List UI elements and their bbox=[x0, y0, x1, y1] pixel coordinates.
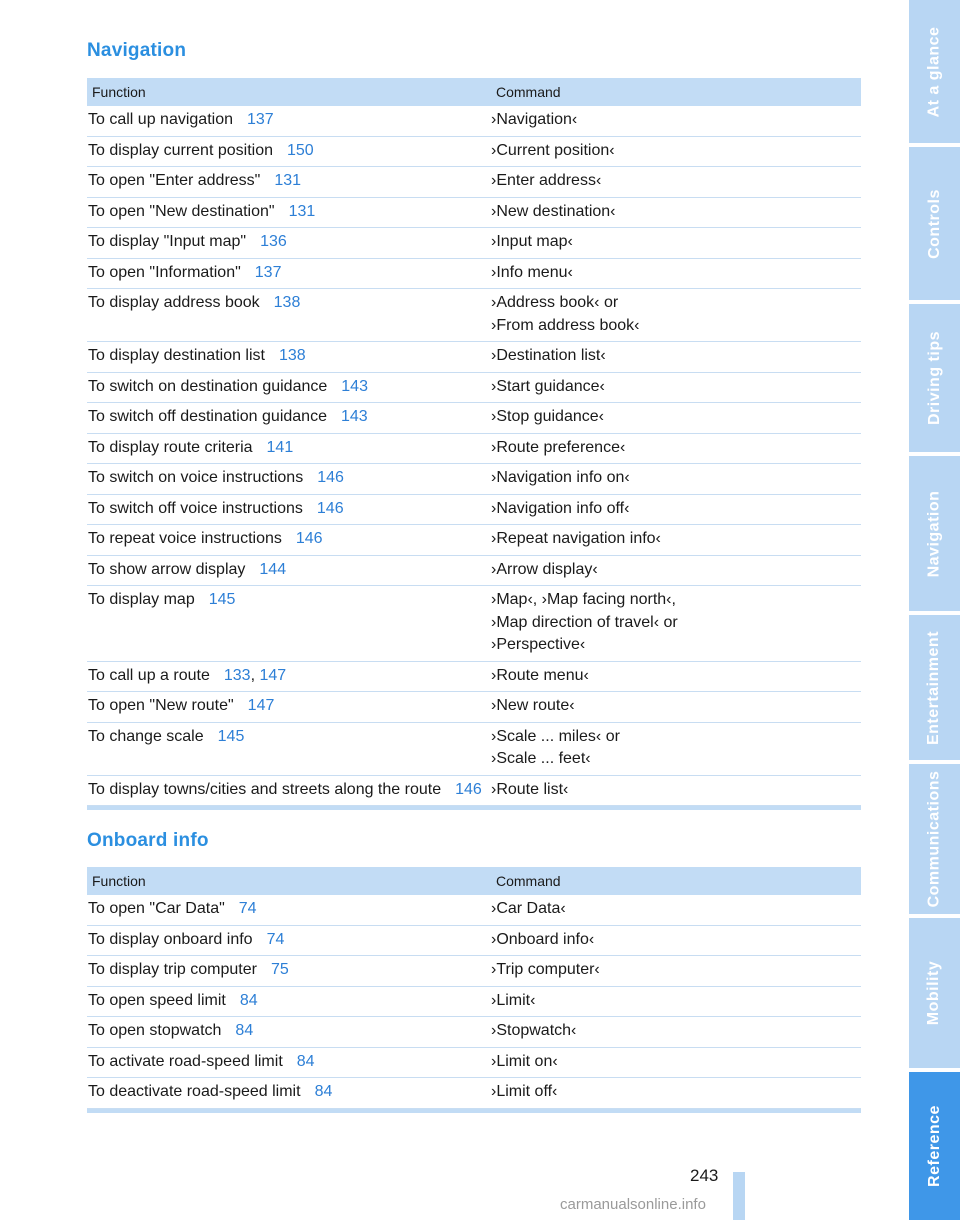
function-cell bbox=[87, 437, 491, 460]
navigation-section-title: Navigation bbox=[87, 40, 187, 61]
page-reference-link[interactable]: 133 bbox=[223, 666, 251, 684]
function-cell bbox=[87, 1081, 491, 1104]
chapter-tab-label: Navigation bbox=[925, 490, 943, 577]
chapter-tab-label: Reference bbox=[925, 1105, 943, 1187]
command-cell: ›Info menu‹ bbox=[491, 263, 573, 281]
table-row bbox=[87, 137, 861, 168]
function-text: To open "Enter address" bbox=[88, 172, 261, 189]
function-cell bbox=[87, 559, 491, 582]
chapter-tab-label: Controls bbox=[925, 188, 943, 259]
function-text: To open "Car Data" bbox=[88, 900, 225, 917]
chapter-tab-label: Driving tips bbox=[925, 330, 943, 426]
function-text: To display map bbox=[88, 591, 195, 608]
chapter-tab-at-a-glance[interactable] bbox=[909, 0, 960, 143]
function-cell bbox=[87, 1020, 491, 1043]
function-cell bbox=[87, 231, 491, 254]
page-reference-link[interactable]: 74 bbox=[238, 900, 257, 917]
function-text: To change scale bbox=[88, 727, 204, 745]
page-reference-link[interactable]: 131 bbox=[274, 172, 302, 189]
table-row bbox=[87, 228, 861, 259]
table-row bbox=[87, 1048, 861, 1079]
table-row bbox=[87, 1078, 861, 1109]
function-text: To open "Information" bbox=[88, 263, 241, 281]
table-row bbox=[87, 198, 861, 229]
function-text: To deactivate road-speed limit bbox=[88, 1083, 301, 1100]
command-cell: ›Trip computer‹ bbox=[491, 961, 600, 978]
table-row bbox=[87, 586, 861, 662]
page-reference-link[interactable]: 146 bbox=[317, 469, 344, 486]
command-cell: ›New route‹ bbox=[491, 697, 575, 714]
page-number: 243 bbox=[690, 1166, 719, 1185]
page-reference-link[interactable]: 145 bbox=[217, 727, 245, 745]
command-cell: ›Car Data‹ bbox=[491, 900, 566, 917]
chapter-tab-label: Mobility bbox=[925, 960, 943, 1026]
onboard-table-header bbox=[87, 867, 861, 895]
function-text: To switch off voice instructions bbox=[88, 499, 303, 517]
chapter-tab-communications[interactable] bbox=[909, 764, 960, 914]
function-cell bbox=[87, 109, 491, 132]
function-cell bbox=[87, 201, 491, 224]
table-row bbox=[87, 723, 861, 776]
command-cell: ›Map‹, ›Map facing north‹, ›Map direction of travel‹ or ›Perspective‹ bbox=[491, 591, 678, 653]
command-cell: ›Arrow display‹ bbox=[491, 560, 598, 578]
function-text: To switch on voice instructions bbox=[88, 469, 304, 486]
table-row bbox=[87, 342, 861, 373]
function-cell bbox=[87, 406, 491, 429]
function-cell bbox=[87, 589, 491, 657]
function-text: To switch on destination guidance bbox=[88, 377, 328, 395]
onboard-section-title: Onboard info bbox=[87, 830, 209, 851]
page-reference-link[interactable]: 84 bbox=[314, 1083, 333, 1100]
page-reference-link[interactable]: 146 bbox=[455, 780, 482, 798]
command-column-header: Command bbox=[496, 84, 561, 100]
page-reference-link[interactable]: 144 bbox=[259, 560, 287, 578]
table-end-rule bbox=[87, 806, 861, 810]
table-row bbox=[87, 495, 861, 526]
function-text: To display towns/cities and streets along the route bbox=[88, 780, 442, 798]
function-cell bbox=[87, 779, 491, 802]
page-reference-link[interactable]: 136 bbox=[260, 233, 287, 250]
table-end-rule bbox=[87, 1109, 861, 1113]
function-column-header: Function bbox=[92, 84, 146, 100]
command-cell: ›Navigation‹ bbox=[491, 111, 578, 128]
function-text: To display current position bbox=[88, 141, 273, 159]
page-reference-link[interactable]: 143 bbox=[341, 377, 368, 395]
function-text: To show arrow display bbox=[88, 560, 246, 578]
watermark: carmanualsonline.info bbox=[560, 1196, 706, 1213]
function-cell bbox=[87, 990, 491, 1013]
command-cell: ›Scale ... miles‹ or ›Scale ... feet‹ bbox=[491, 727, 620, 767]
page-reference-link[interactable]: 150 bbox=[286, 141, 314, 159]
function-cell bbox=[87, 498, 491, 521]
command-column-header: Command bbox=[496, 873, 561, 889]
function-text: To display onboard info bbox=[88, 930, 253, 948]
table-row bbox=[87, 106, 861, 137]
page-reference-link[interactable]: 84 bbox=[296, 1052, 315, 1070]
chapter-tab-sidebar bbox=[909, 0, 960, 1220]
page-reference-link[interactable]: 138 bbox=[273, 294, 301, 311]
chapter-tab-label: Entertainment bbox=[925, 630, 943, 745]
page-reference-link[interactable]: 141 bbox=[266, 438, 294, 456]
command-cell: ›Stopwatch‹ bbox=[491, 1022, 577, 1039]
function-cell bbox=[87, 695, 491, 718]
function-text: To display route criteria bbox=[88, 438, 253, 456]
command-cell: ›Route preference‹ bbox=[491, 438, 626, 456]
function-text: To display destination list bbox=[88, 347, 265, 364]
chapter-tab-driving-tips[interactable] bbox=[909, 304, 960, 452]
command-cell: ›Limit‹ bbox=[491, 991, 536, 1009]
page-reference-link[interactable]: 147 bbox=[259, 666, 287, 684]
function-cell bbox=[87, 262, 491, 285]
table-row bbox=[87, 289, 861, 342]
chapter-tab-navigation[interactable] bbox=[909, 456, 960, 611]
command-cell: ›Address book‹ or ›From address book‹ bbox=[491, 294, 640, 334]
chapter-tab-mobility[interactable] bbox=[909, 918, 960, 1068]
command-cell: ›Input map‹ bbox=[491, 233, 573, 250]
function-text: To call up a route bbox=[88, 666, 210, 684]
table-row bbox=[87, 556, 861, 587]
table-row bbox=[87, 525, 861, 556]
table-row bbox=[87, 987, 861, 1018]
function-text: To activate road-speed limit bbox=[88, 1052, 283, 1070]
table-row bbox=[87, 167, 861, 198]
command-cell: ›Limit off‹ bbox=[491, 1083, 558, 1100]
chapter-tab-controls[interactable] bbox=[909, 147, 960, 300]
page-reference-link[interactable]: 143 bbox=[340, 408, 368, 425]
function-cell bbox=[87, 898, 491, 921]
function-cell: To call up a route 133, 147 bbox=[88, 666, 287, 684]
command-cell: ›Navigation info on‹ bbox=[491, 469, 630, 486]
command-cell: ›Route menu‹ bbox=[491, 666, 589, 684]
function-cell bbox=[87, 345, 491, 368]
command-cell: ›Current position‹ bbox=[491, 141, 615, 159]
table-row bbox=[87, 692, 861, 723]
function-text: To open speed limit bbox=[88, 991, 226, 1009]
function-cell bbox=[87, 959, 491, 982]
table-row bbox=[87, 403, 861, 434]
function-text: To display trip computer bbox=[88, 961, 257, 978]
function-cell bbox=[87, 929, 491, 952]
command-cell: ›Destination list‹ bbox=[491, 347, 606, 364]
page-marker-bar bbox=[733, 1172, 745, 1220]
command-cell: ›Route list‹ bbox=[491, 780, 569, 798]
table-row bbox=[87, 895, 861, 926]
table-row bbox=[87, 776, 861, 807]
function-cell bbox=[87, 376, 491, 399]
command-cell: ›Repeat navigation info‹ bbox=[491, 530, 661, 547]
command-cell: ›Limit on‹ bbox=[491, 1052, 558, 1070]
page-reference-link[interactable]: 146 bbox=[295, 530, 323, 547]
chapter-tab-entertainment[interactable] bbox=[909, 615, 960, 760]
command-cell: ›Start guidance‹ bbox=[491, 377, 605, 395]
chapter-tab-reference[interactable] bbox=[909, 1072, 960, 1220]
function-cell bbox=[87, 467, 491, 490]
navigation-table-header bbox=[87, 78, 861, 106]
page-reference-link[interactable]: 84 bbox=[235, 1022, 254, 1039]
function-text: To display "Input map" bbox=[88, 233, 247, 250]
page-reference-link[interactable]: 145 bbox=[208, 591, 236, 608]
function-cell bbox=[87, 726, 491, 771]
page-reference-link[interactable]: 84 bbox=[239, 991, 258, 1009]
page-reference-link[interactable]: 75 bbox=[270, 961, 289, 978]
page-reference-link[interactable]: 137 bbox=[246, 111, 274, 128]
function-cell bbox=[87, 1051, 491, 1074]
table-row bbox=[87, 373, 861, 404]
command-cell: ›Stop guidance‹ bbox=[491, 408, 604, 425]
table-row bbox=[87, 956, 861, 987]
function-cell bbox=[87, 140, 491, 163]
function-text: To display address book bbox=[88, 294, 260, 311]
command-cell: ›Navigation info off‹ bbox=[491, 499, 630, 517]
chapter-tab-label: At a glance bbox=[925, 26, 943, 117]
table-row bbox=[87, 464, 861, 495]
function-text: To repeat voice instructions bbox=[88, 530, 282, 547]
function-text: To open "New destination" bbox=[88, 202, 275, 220]
page-reference-link[interactable]: 147 bbox=[247, 697, 275, 714]
table-row bbox=[87, 1017, 861, 1048]
table-row bbox=[87, 434, 861, 465]
function-text: To open "New route" bbox=[88, 697, 234, 714]
function-text: To open stopwatch bbox=[88, 1022, 222, 1039]
page-reference-link[interactable]: 131 bbox=[288, 202, 316, 220]
page-reference-link[interactable]: 146 bbox=[316, 499, 344, 517]
command-cell: ›New destination‹ bbox=[491, 202, 616, 220]
function-cell bbox=[87, 170, 491, 193]
chapter-tab-label: Communications bbox=[925, 770, 943, 908]
navigation-table bbox=[87, 78, 861, 810]
page-reference-link[interactable]: 138 bbox=[278, 347, 306, 364]
page-reference-link[interactable]: 74 bbox=[266, 930, 285, 948]
command-cell: ›Onboard info‹ bbox=[491, 930, 595, 948]
function-cell bbox=[87, 292, 491, 337]
table-row bbox=[87, 259, 861, 290]
function-cell bbox=[87, 528, 491, 551]
table-row bbox=[87, 662, 861, 693]
page-reference-link[interactable]: 137 bbox=[254, 263, 282, 281]
function-column-header: Function bbox=[92, 873, 146, 889]
onboard-table bbox=[87, 867, 861, 1113]
command-cell: ›Enter address‹ bbox=[491, 172, 602, 189]
function-text: To switch off destination guidance bbox=[88, 408, 327, 425]
table-row bbox=[87, 926, 861, 957]
function-text: To call up navigation bbox=[88, 111, 233, 128]
